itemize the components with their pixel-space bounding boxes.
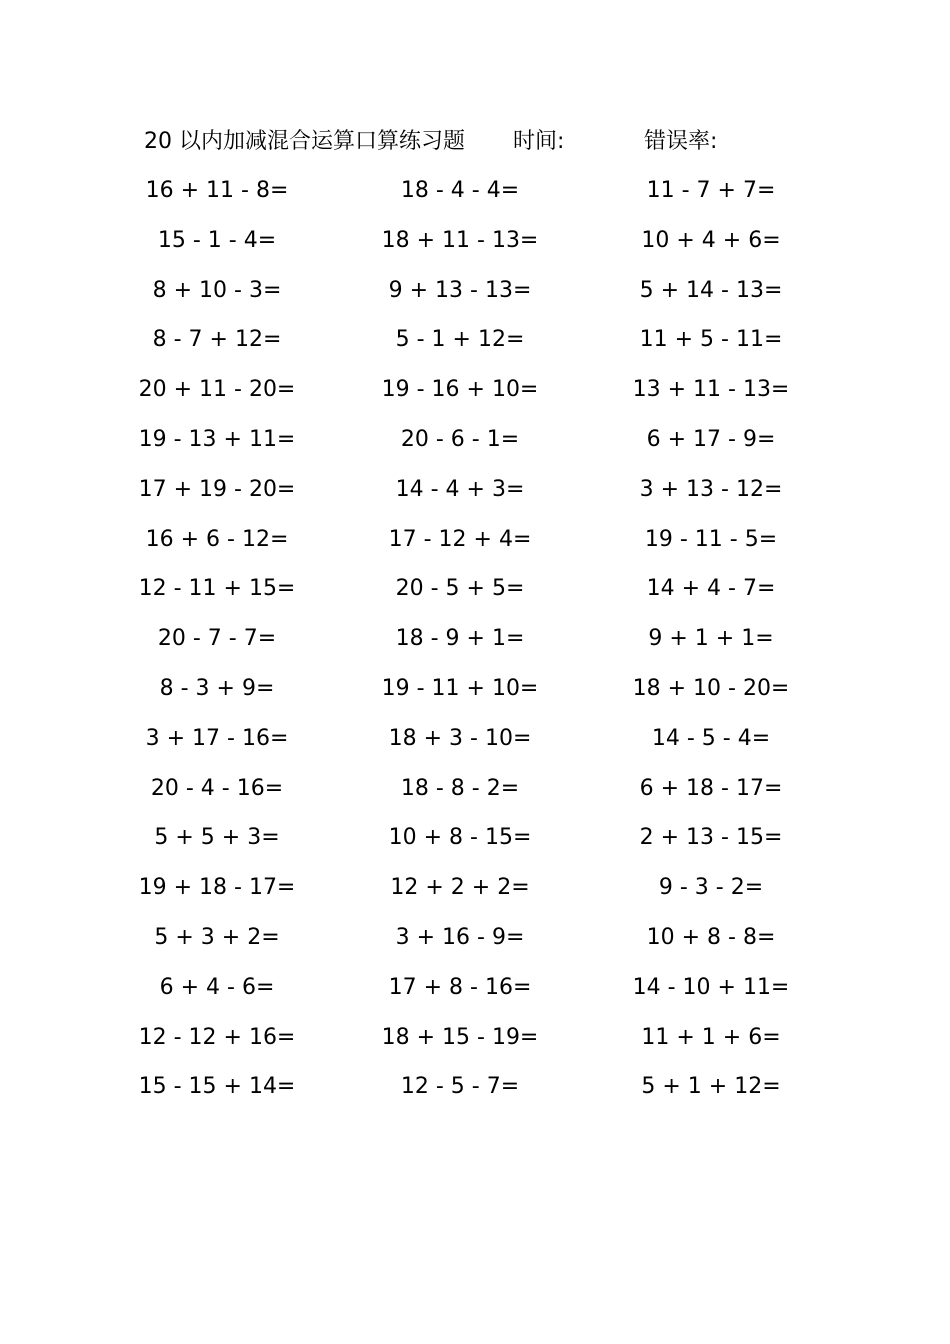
- problem: 17 - 12 + 4=: [388, 526, 532, 552]
- problem: 8 - 7 + 12=: [152, 327, 282, 353]
- problem: 13 + 11 - 13=: [632, 377, 790, 403]
- problem: 20 - 7 - 7=: [157, 626, 277, 652]
- problem: 19 - 16 + 10=: [381, 377, 539, 403]
- problem: 20 - 5 + 5=: [395, 576, 525, 602]
- problem: 12 - 5 - 7=: [400, 1074, 520, 1100]
- problem: 5 + 5 + 3=: [154, 825, 280, 851]
- problem: 12 - 12 + 16=: [138, 1024, 296, 1050]
- problem: 15 - 1 - 4=: [157, 227, 277, 253]
- problem: 3 + 16 - 9=: [395, 924, 525, 950]
- problem: 10 + 8 - 15=: [388, 825, 532, 851]
- problem: 6 + 4 - 6=: [159, 974, 275, 1000]
- problem: 10 + 8 - 8=: [646, 924, 776, 950]
- problem-column-3: [596, 171, 826, 1117]
- problem: 20 - 6 - 1=: [400, 426, 520, 452]
- problem: 16 + 11 - 8=: [145, 178, 289, 203]
- worksheet-header: [144, 124, 844, 160]
- problem: 19 - 13 + 11=: [138, 426, 296, 452]
- problem: 11 + 5 - 11=: [639, 327, 783, 353]
- problem: 3 + 17 - 16=: [145, 725, 289, 751]
- problem: 6 + 17 - 9=: [646, 426, 776, 452]
- problem: 18 + 10 - 20=: [632, 675, 790, 701]
- error-rate-label: 错误率:: [644, 129, 718, 154]
- problem: 3 + 13 - 12=: [639, 476, 783, 502]
- problem: 18 + 11 - 13=: [381, 227, 539, 253]
- problem: 11 + 1 + 6=: [641, 1024, 781, 1050]
- problem: 8 - 3 + 9=: [159, 675, 275, 701]
- problem: 12 + 2 + 2=: [390, 875, 530, 901]
- problem: 8 + 10 - 3=: [152, 277, 282, 303]
- worksheet-title: 20 以内加减混合运算口算练习题: [144, 129, 465, 154]
- problem: 18 - 9 + 1=: [395, 626, 525, 652]
- problem: 18 + 15 - 19=: [381, 1024, 539, 1050]
- problem: 5 + 1 + 12=: [641, 1074, 781, 1100]
- problem: 18 - 4 - 4=: [400, 178, 520, 203]
- problem: 10 + 4 + 6=: [641, 227, 781, 253]
- problem: 9 - 3 - 2=: [658, 875, 764, 901]
- problem: 12 - 11 + 15=: [138, 576, 296, 602]
- problem: 16 + 6 - 12=: [145, 526, 289, 552]
- problem: 9 + 13 - 13=: [388, 277, 532, 303]
- problem: 19 - 11 - 5=: [644, 526, 778, 552]
- problem: 6 + 18 - 17=: [639, 775, 783, 801]
- problem: 15 - 15 + 14=: [138, 1074, 296, 1100]
- problem: 19 - 11 + 10=: [381, 675, 539, 701]
- problem: 18 - 8 - 2=: [400, 775, 520, 801]
- problem-column-2: [345, 171, 575, 1117]
- problem: 18 + 3 - 10=: [388, 725, 532, 751]
- problem: 2 + 13 - 15=: [639, 825, 783, 851]
- problem-column-1: [102, 171, 332, 1117]
- problem: 17 + 19 - 20=: [138, 476, 296, 502]
- problem: 20 + 11 - 20=: [138, 377, 296, 403]
- problem: 5 + 14 - 13=: [639, 277, 783, 303]
- problem: 20 - 4 - 16=: [150, 775, 284, 801]
- problem: 5 + 3 + 2=: [154, 924, 280, 950]
- time-label: 时间:: [513, 129, 565, 154]
- problem: 14 - 5 - 4=: [651, 725, 771, 751]
- problem: 5 - 1 + 12=: [395, 327, 525, 353]
- problem: 11 - 7 + 7=: [646, 178, 776, 203]
- problem: 14 + 4 - 7=: [646, 576, 776, 602]
- problem: 14 - 10 + 11=: [632, 974, 790, 1000]
- problem: 17 + 8 - 16=: [388, 974, 532, 1000]
- problem: 19 + 18 - 17=: [138, 875, 296, 901]
- problem: 9 + 1 + 1=: [648, 626, 774, 652]
- problem: 14 - 4 + 3=: [395, 476, 525, 502]
